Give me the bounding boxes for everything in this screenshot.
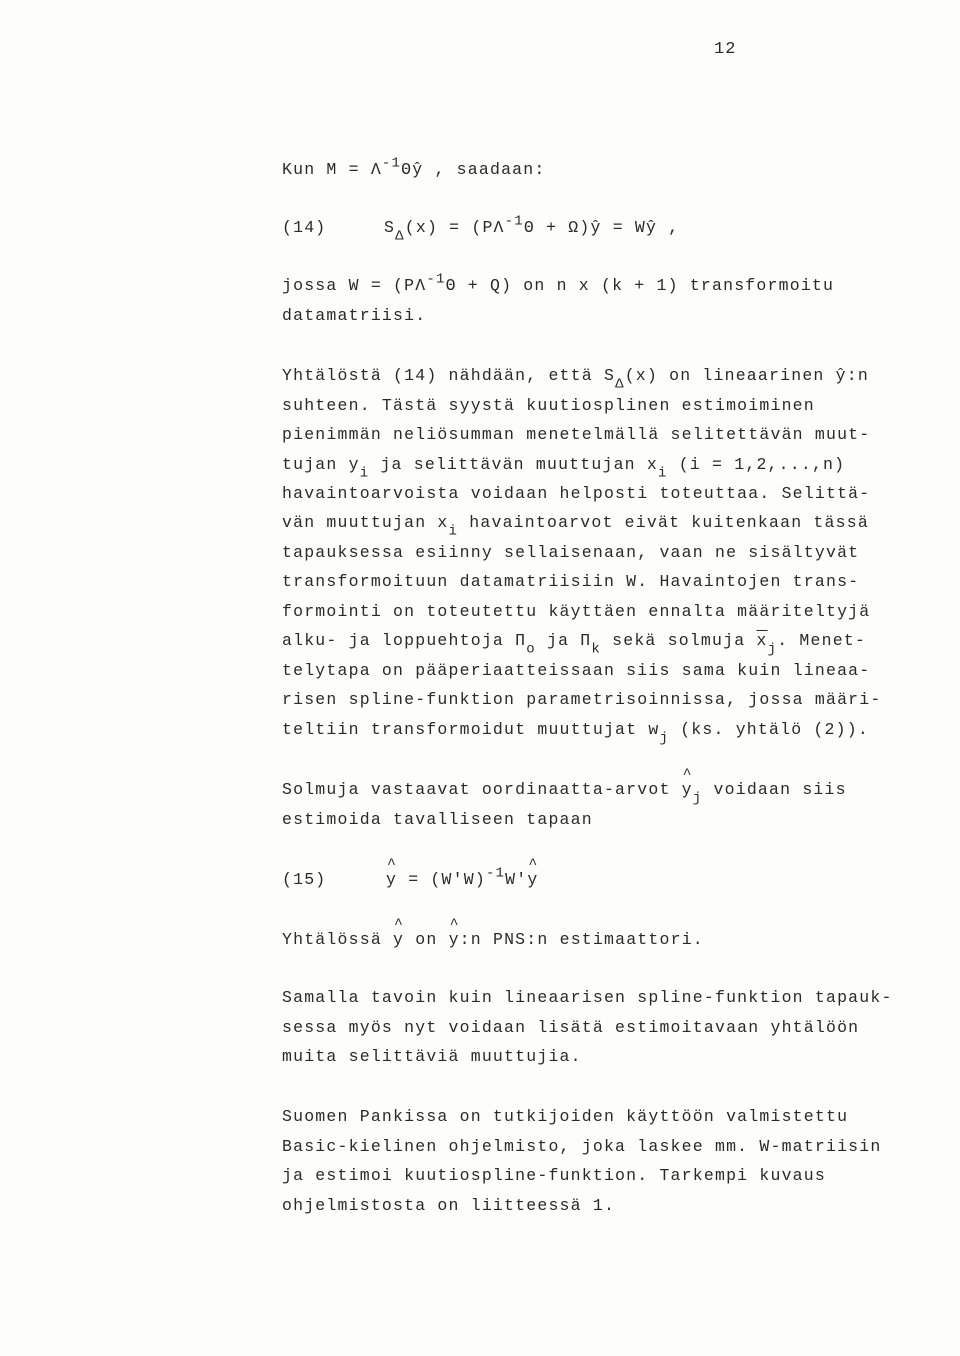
para-main-line-13 bbox=[282, 720, 869, 747]
equation-15-number: (15) bbox=[282, 870, 327, 889]
eq15-yhat-left: ^ y bbox=[386, 870, 397, 889]
eq14-sub-delta: Δ bbox=[395, 228, 405, 245]
para-w-line-1 bbox=[282, 271, 835, 295]
pm-l10-xbar: $\overline{x}$ bbox=[756, 631, 768, 650]
para-samalla-line-1: Samalla tavoin kuin lineaarisen spline-funktion tapauk- bbox=[282, 988, 893, 1007]
para-main-line-3: pienimmän neliösumman menetelmällä selitettävän muut- bbox=[282, 425, 871, 444]
pm-l4c: ja selittävän muuttujan x bbox=[369, 455, 658, 474]
pm-l10-sub-o: o bbox=[526, 641, 536, 658]
para-main-line-1 bbox=[282, 366, 869, 393]
intro-line bbox=[282, 155, 546, 179]
pm-l10e: sekä solmuja bbox=[601, 631, 757, 650]
intro-text-a: Kun M = Λ bbox=[282, 160, 382, 179]
para-main-line-12: risen spline-funktion parametrisoinnissa, jossa määri- bbox=[282, 690, 882, 709]
eq14-part-a: S bbox=[384, 218, 396, 237]
pm-l10a: alku- ja loppuehtoja Π bbox=[282, 631, 527, 650]
pm-l6a: vän muuttujan x bbox=[282, 513, 449, 532]
ps-sub-j: j bbox=[692, 790, 703, 807]
pm-l10h: . Menet- bbox=[777, 631, 867, 650]
eq15-yhat-right: ^ y bbox=[527, 870, 538, 889]
eq14-sup: -1 bbox=[504, 213, 524, 230]
pm-l10c: ja Π bbox=[535, 631, 592, 650]
pm-l6c: havaintoarvot eivät kuitenkaan tässä bbox=[458, 513, 869, 532]
intro-superscript: -1 bbox=[381, 155, 402, 172]
eq14-part-e: Θ + Ω)ŷ = Wŷ , bbox=[523, 218, 680, 237]
pns-c: on bbox=[404, 930, 449, 949]
para-suomen-line-1: Suomen Pankissa on tutkijoiden käyttöön valmistettu bbox=[282, 1107, 849, 1126]
pm-l4-sub-x: i bbox=[658, 465, 668, 482]
intro-text-b: Θŷ , saadaan: bbox=[401, 160, 546, 179]
pm-l13a: teltiin transformoidut muuttujat w bbox=[282, 720, 660, 739]
para-main-line-10 bbox=[282, 631, 867, 658]
ps-yhat: ^ y bbox=[682, 780, 693, 799]
para-main-line-2: suhteen. Tästä syystä kuutiosplinen estimoiminen bbox=[282, 396, 815, 415]
para-suomen-line-3: ja estimoi kuutiospline-funktion. Tarkempi kuvaus bbox=[282, 1166, 826, 1185]
eq15-part-b: = (W'W) bbox=[397, 870, 486, 889]
equation-15 bbox=[386, 865, 539, 889]
para-samalla-line-2: sessa myös nyt voidaan lisätä estimoitavaan yhtälöön bbox=[282, 1018, 860, 1037]
para-main-line-7: tapauksessa esiinny sellaisenaan, vaan ne sisältyvät bbox=[282, 543, 860, 562]
pns-yhat-2: ^ y bbox=[449, 930, 460, 949]
pm-l13c: (ks. yhtälö (2)). bbox=[669, 720, 869, 739]
ps-l1d: voidaan siis bbox=[702, 780, 847, 799]
pns-line bbox=[282, 930, 704, 949]
para-solmu-line-1 bbox=[282, 780, 847, 807]
para-w-sup: -1 bbox=[426, 271, 446, 288]
pm-l4a: tujan y bbox=[282, 455, 360, 474]
para-main-line-9: formointi on toteutettu käyttäen ennalta määriteltyjä bbox=[282, 602, 871, 621]
pm-l1-sub: Δ bbox=[615, 376, 625, 393]
para-solmu-line-2: estimoida tavalliseen tapaan bbox=[282, 810, 593, 829]
para-w-text-c: Θ + Q) on n x (k + 1) transformoitu bbox=[445, 276, 835, 295]
para-w-line-2: datamatriisi. bbox=[282, 306, 427, 325]
pm-l4e: (i = 1,2,...,n) bbox=[667, 455, 846, 474]
pm-l1c: (x) on lineaarinen ŷ:n bbox=[624, 366, 869, 385]
para-w-text-a: jossa W = (PΛ bbox=[282, 276, 427, 295]
page-number: 12 bbox=[714, 40, 737, 59]
pm-l1a: Yhtälöstä (14) nähdään, että S bbox=[282, 366, 616, 385]
pm-l13-sub: j bbox=[659, 730, 670, 747]
para-main-line-6 bbox=[282, 513, 869, 540]
para-main-line-11: telytapa on pääperiaatteissaan siis sama kuin lineaa- bbox=[282, 661, 871, 680]
pm-l4-sub-y: i bbox=[359, 465, 370, 482]
pns-yhat-1: ^ y bbox=[393, 930, 404, 949]
para-samalla-line-3: muita selittäviä muuttujia. bbox=[282, 1047, 582, 1066]
pns-a: Yhtälössä bbox=[282, 930, 394, 949]
para-main-line-5: havaintoarvoista voidaan helposti toteuttaa. Selittä- bbox=[282, 484, 871, 503]
para-main-line-4 bbox=[282, 455, 846, 482]
pm-l10-sub-k: k bbox=[591, 641, 602, 658]
para-main-line-8: transformoituun datamatriisiin W. Havaintojen trans- bbox=[282, 572, 860, 591]
equation-14-number: (14) bbox=[282, 218, 327, 237]
eq15-part-d: W' bbox=[505, 870, 528, 889]
pns-e: :n PNS:n estimaattori. bbox=[459, 930, 704, 949]
pm-l10-sub-j: j bbox=[767, 641, 778, 658]
pm-l6-sub: i bbox=[448, 523, 459, 540]
para-suomen-line-2: Basic-kielinen ohjelmisto, joka laskee mm. W-matriisin bbox=[282, 1137, 882, 1156]
equation-14 bbox=[384, 213, 680, 245]
para-suomen-line-4: ohjelmistosta on liitteessä 1. bbox=[282, 1196, 616, 1215]
ps-l1a: Solmuja vastaavat oordinaatta-arvot bbox=[282, 780, 682, 799]
eq15-sup: -1 bbox=[485, 865, 506, 882]
eq14-part-c: (x) = (PΛ bbox=[404, 218, 505, 237]
